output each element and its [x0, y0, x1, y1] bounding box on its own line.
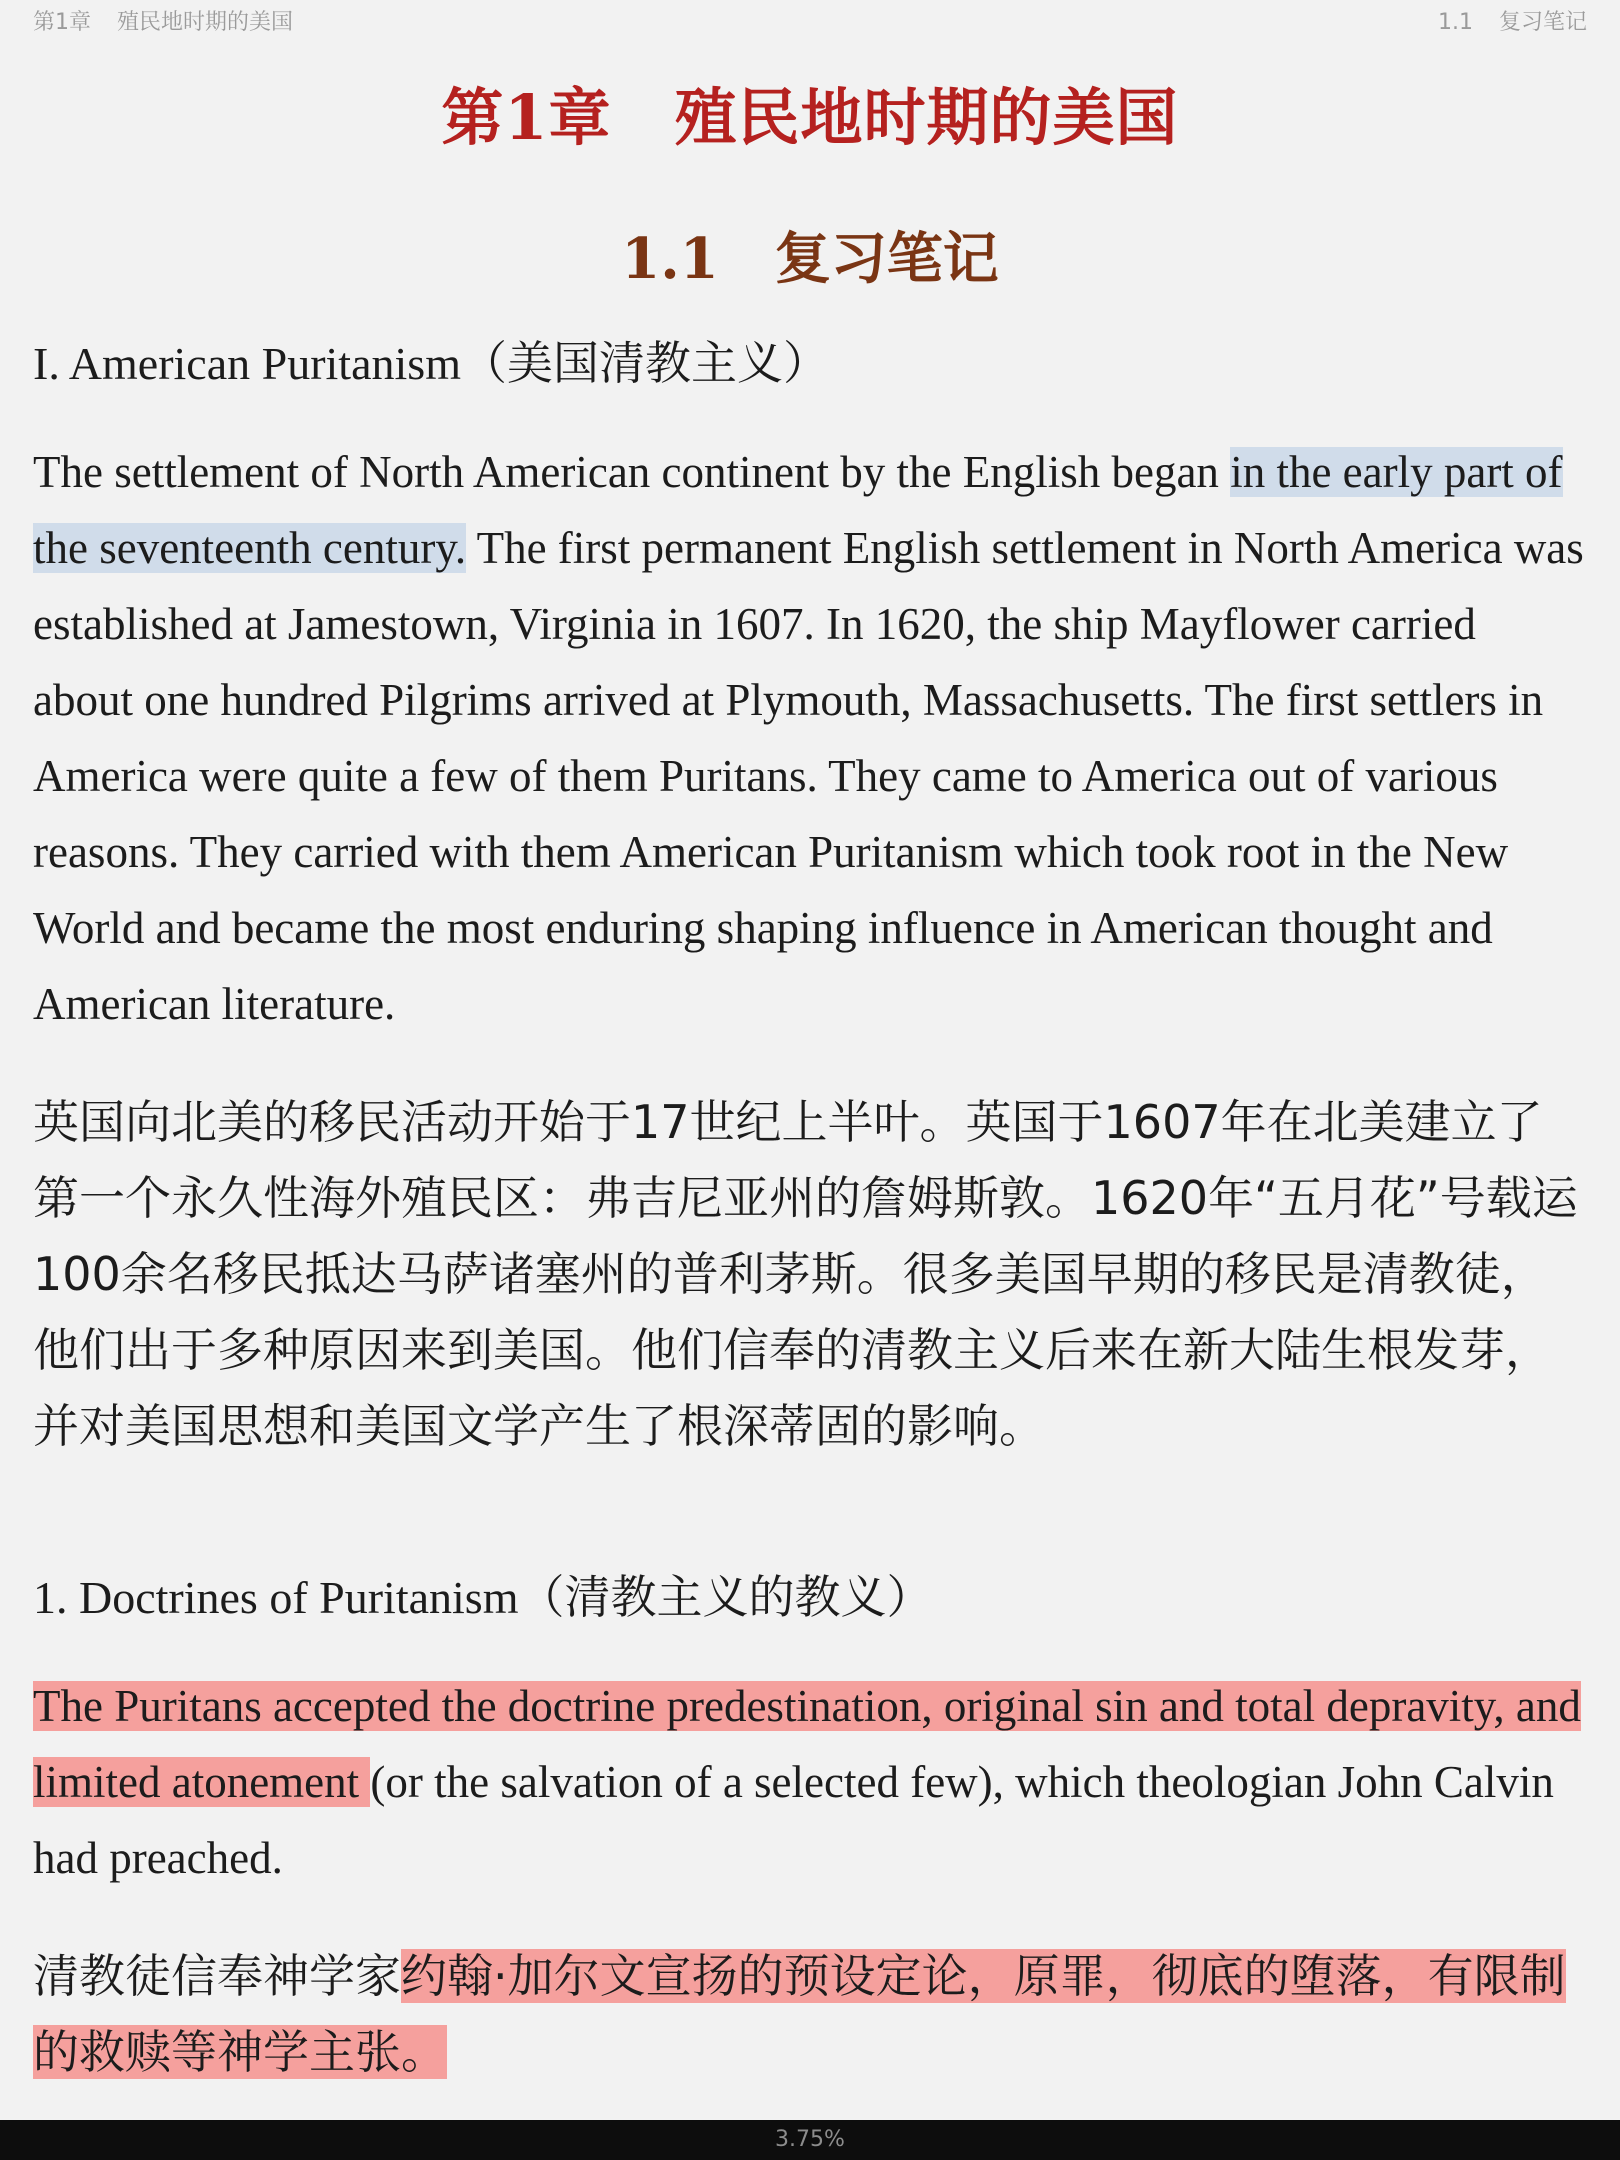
- chapter-title: 第1章 殖民地时期的美国: [441, 81, 1179, 154]
- blue-highlight[interactable]: in the early part of the seventeenth century.: [33, 447, 1563, 573]
- paragraph-text: 清教徒信奉神学家: [33, 1949, 401, 2003]
- paragraph-text: The first permanent English settlement in North America was established at Jamestown, Virginia in 1607. In 1620, the ship Mayflower carried about one hundred Pilgrims arrived at Plymouth, Massachusetts. The first settlers in America were quite a few of them Puritans. They came to America out of various reasons. They carried with them American Puritanism which took root in the New World and became the most enduring shaping influence in American thought and American literature.: [33, 523, 1584, 1029]
- paragraph-doctrines-en[interactable]: [33, 1668, 1587, 1896]
- paragraph-settlement-en[interactable]: [33, 434, 1587, 1042]
- red-highlight[interactable]: The Puritans accepted the doctrine predestination, original sin and total depravity, and limited atonement: [33, 1681, 1581, 1807]
- running-header: [33, 0, 1587, 40]
- red-highlight[interactable]: 约翰·加尔文宣扬的预设定论，原罪，彻底的堕落，有限制的救赎等神学主张。: [33, 1949, 1566, 2079]
- page-content: [33, 58, 1587, 2090]
- reading-progress-bar: [0, 2120, 1620, 2160]
- header-chapter-name: 殖民地时期的美国: [117, 9, 294, 35]
- heading-american-puritanism: I. American Puritanism（美国清教主义）: [33, 338, 829, 389]
- paragraph-doctrines-zh[interactable]: [33, 1938, 1587, 2090]
- running-header-chapter: [33, 5, 293, 36]
- paragraph-text: (or the salvation of a selected few), which theologian John Calvin had preached.: [33, 1757, 1554, 1883]
- header-section-num: 1.1: [1437, 9, 1473, 35]
- header-section-name: 复习笔记: [1498, 9, 1587, 35]
- header-chapter-num: 第1章: [33, 9, 91, 35]
- running-header-section: [1438, 5, 1587, 36]
- heading-doctrines: 1. Doctrines of Puritanism（清教主义的教义）: [33, 1572, 933, 1623]
- paragraph-text: The settlement of North American continent by the English began: [33, 447, 1231, 497]
- paragraph-settlement-zh[interactable]: 英国向北美的移民活动开始于17世纪上半叶。英国于1607年在北美建立了第一个永久性海外殖民区：弗吉尼亚州的詹姆斯敦。1620年“五月花”号载运100余名移民抵达马萨诸塞州的普利茅斯。很多美国早期的移民是清教徒，他们出于多种原因来到美国。他们信奉的清教主义后来在新大陆生根发芽，并对美国思想和美国文学产生了根深蒂固的影响。: [33, 1095, 1578, 1453]
- section-title: 1.1 复习笔记: [621, 226, 999, 292]
- reading-progress-text: 3.75%: [775, 2127, 845, 2152]
